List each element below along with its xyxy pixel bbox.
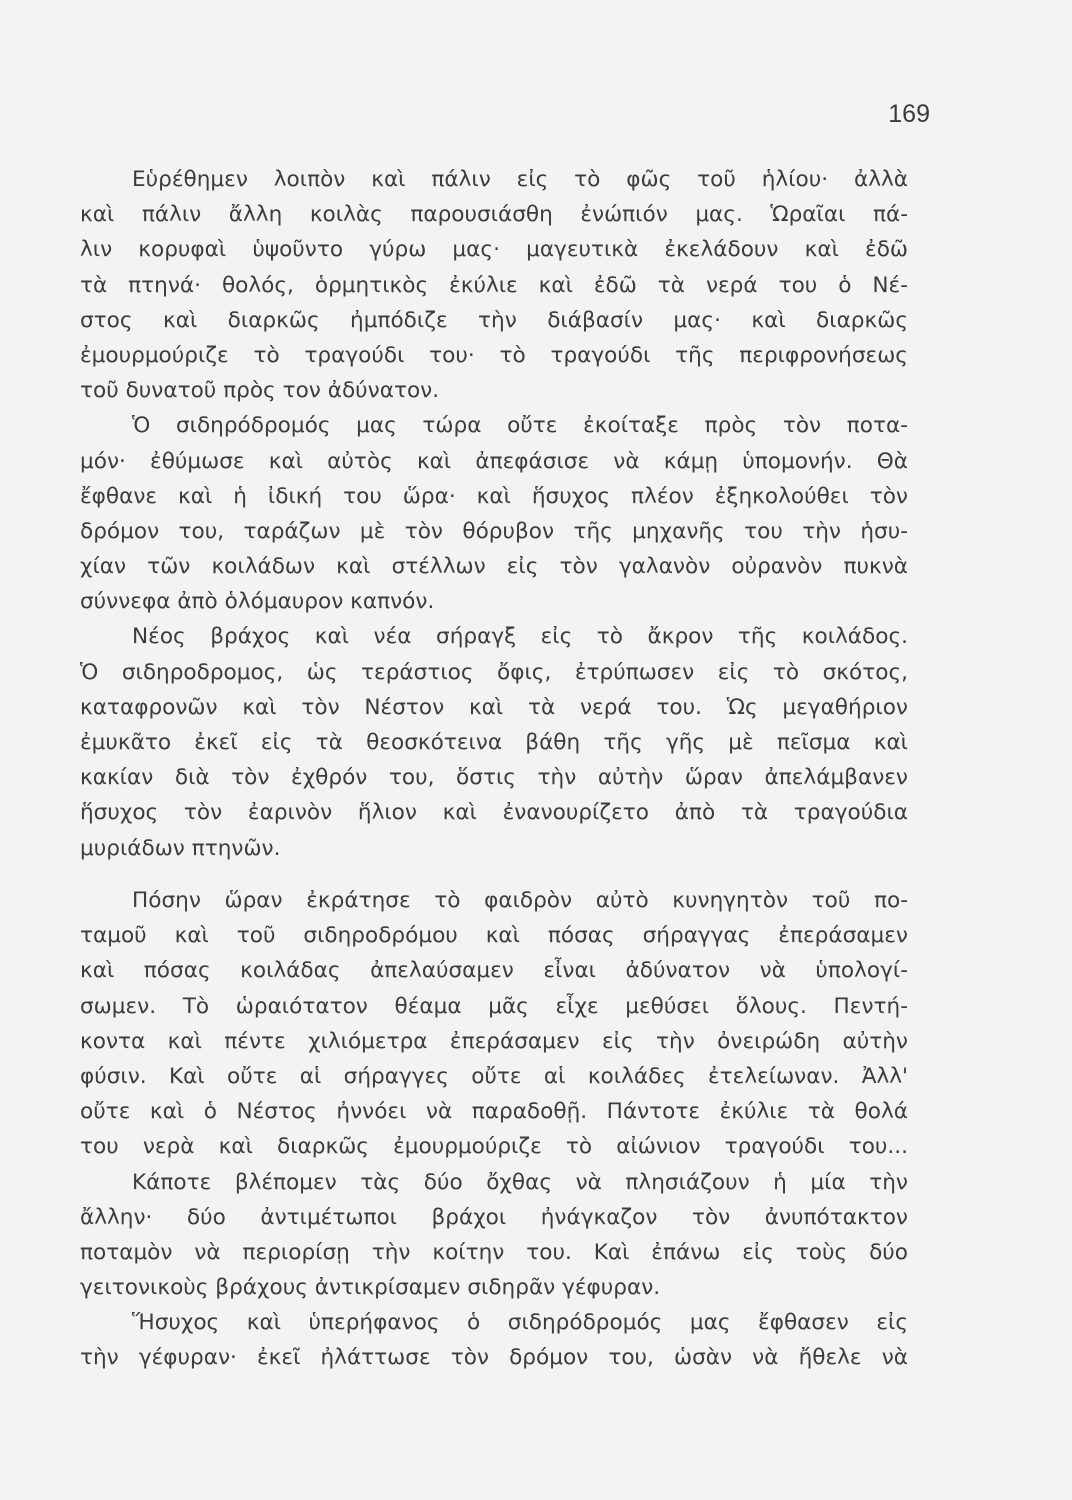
text-line: μόν· ἐθύμωσε καὶ αὐτὸς καὶ ἀπεφάσισε νὰ κάμῃ ὑπομονήν. Θὰ <box>80 448 908 474</box>
text-line: ἐμυκᾶτο ἐκεῖ εἰς τὰ θεοσκότεινα βάθη τῆς γῆς μὲ πεῖσμα καὶ <box>80 730 908 755</box>
text-line: καὶ πάλιν ἄλλη κοιλὰς παρουσιάσθη ἐνώπιόν μας. Ὡραῖαι πά- <box>80 202 908 228</box>
text-line: ἥσυχος τὸν ἐαρινὸν ἥλιον καὶ ἐνανουρίζετο ἀπὸ τὰ τραγούδια <box>80 800 908 826</box>
text-line: καὶ πόσας κοιλάδας ἀπελαύσαμεν εἶναι ἀδύνατον νὰ ὑπολογί- <box>80 958 908 984</box>
text-line: Πόσην ὥραν ἐκράτησε τὸ φαιδρὸν αὐτὸ κυνηγητὸν τοῦ πο- <box>132 888 908 913</box>
text-line: ἐμουρμούριζε τὸ τραγούδι του· τὸ τραγούδι τῆς περιφρονήσεως <box>80 342 908 368</box>
text-line: Κάποτε βλέπομεν τὰς δύο ὄχθας νὰ πλησιάζουν ἡ μία τὴν <box>132 1169 908 1195</box>
text-line: κοντα καὶ πέντε χιλιόμετρα ἐπεράσαμεν εἰς τὴν ὀνειρώδη αὐτὴν <box>80 1028 908 1054</box>
text-line: δρόμον του, ταράζων μὲ τὸν θόρυβον τῆς μηχανῆς του τὴν ἡσυ- <box>80 518 908 544</box>
text-line: ἔφθανε καὶ ἡ ἰδική του ὥρα· καὶ ἥσυχος πλέον ἐξηκολούθει τὸν <box>80 483 908 509</box>
text-line: φύσιν. Καὶ οὔτε αἱ σήραγγες οὔτε αἱ κοιλάδες ἐτελείωναν. Ἀλλ' <box>80 1063 908 1089</box>
text-line: Ὁ σιδηροδρομος, ὡς τεράστιος ὄφις, ἐτρύπωσεν εἰς τὸ σκότος, <box>80 659 908 685</box>
text-line: Ὁ σιδηρόδρομός μας τώρα οὔτε ἐκοίταξε πρὸς τὸν ποτα- <box>132 413 908 439</box>
text-line: σωμεν. Τὸ ὡραιότατον θέαμα μᾶς εἶχε μεθύσει ὅλους. Πεντή- <box>80 993 908 1019</box>
text-line: Ἥσυχος καὶ ὑπερήφανος ὁ σιδηρόδρομός μας ἔφθασεν εἰς <box>132 1310 908 1336</box>
text-line: γειτονικοὺς βράχους ἀντικρίσαμεν σιδηρᾶν γέφυραν. <box>80 1275 661 1301</box>
text-line: σύννεφα ἀπὸ ὁλόμαυρον καπνόν. <box>80 589 435 615</box>
text-line: οὔτε καὶ ὁ Νέστος ἠννόει νὰ παραδοθῇ. Πάντοτε ἐκύλιε τὰ θολά <box>80 1099 908 1125</box>
text-line: ποταμὸν νὰ περιορίσῃ τὴν κοίτην του. Καὶ ἐπάνω εἰς τοὺς δύο <box>80 1239 908 1265</box>
text-line: τὴν γέφυραν· ἐκεῖ ἠλάττωσε τὸν δρόμον του, ὡσὰν νὰ ἤθελε νὰ <box>80 1345 908 1371</box>
text-line: ταμοῦ καὶ τοῦ σιδηροδρόμου καὶ πόσας σήραγγας ἐπεράσαμεν <box>80 923 908 949</box>
text-section-2 <box>80 883 908 1376</box>
text-section-1 <box>80 162 908 866</box>
text-line: μυριάδων πτηνῶν. <box>80 835 281 861</box>
text-line: στος καὶ διαρκῶς ἠμπόδιζε τὴν διάβασίν μας· καὶ διαρκῶς <box>80 307 908 333</box>
text-line: τοῦ δυνατοῦ πρὸς τον ἀδύνατον. <box>80 378 440 404</box>
text-line: κακίαν διὰ τὸν ἐχθρόν του, ὅστις τὴν αὐτὴν ὥραν ἀπελάμβανεν <box>80 765 908 791</box>
text-line: λιν κορυφαὶ ὑψοῦντο γύρω μας· μαγευτικὰ ἐκελάδουν καὶ ἐδῶ <box>80 237 908 263</box>
text-line: του νερὰ καὶ διαρκῶς ἐμουρμούριζε τὸ αἰώνιον τραγούδι του... <box>80 1134 908 1160</box>
text-line: ἄλλην· δύο ἀντιμέτωποι βράχοι ἠνάγκαζον τὸν ἀνυπότακτον <box>80 1204 908 1230</box>
text-line: Νέος βράχος καὶ νέα σήραγξ εἰς τὸ ἄκρον τῆς κοιλάδος. <box>132 624 908 650</box>
text-line: τὰ πτηνά· θολός, ὁρμητικὸς ἐκύλιε καὶ ἐδῶ τὰ νερά του ὁ Νέ- <box>80 272 908 298</box>
text-line: Εὑρέθημεν λοιπὸν καὶ πάλιν εἰς τὸ φῶς τοῦ ἡλίου· ἀλλὰ <box>132 167 908 192</box>
text-line: καταφρονῶν καὶ τὸν Νέστον καὶ τὰ νερά του. Ὡς μεγαθήριον <box>80 694 908 720</box>
text-line: χίαν τῶν κοιλάδων καὶ στέλλων εἰς τὸν γαλανὸν οὐρανὸν πυκνὰ <box>80 554 908 580</box>
page-number: 169 <box>888 100 930 128</box>
